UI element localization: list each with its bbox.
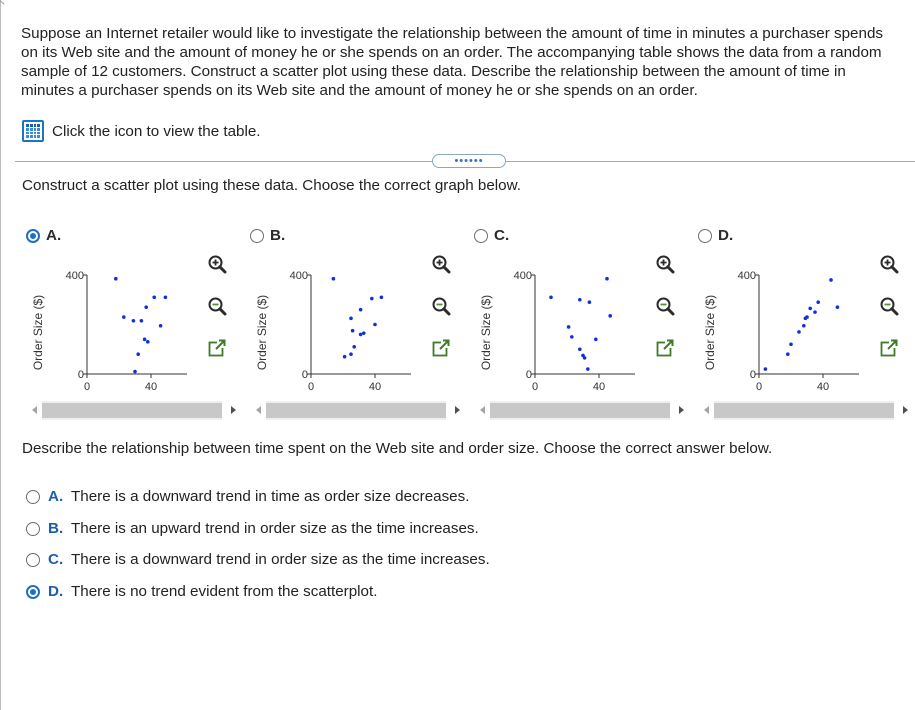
y-tick-label: 0 [301,369,308,381]
data-point [351,329,355,333]
data-point [380,295,384,299]
data-point [373,323,377,327]
data-point [586,367,590,371]
x-tick-label: 0 [307,381,315,393]
zoom-in-icon[interactable] [654,253,676,275]
answer-radio-d[interactable] [26,585,40,599]
answer-option-b[interactable] [26,520,479,537]
question-text: Suppose an Internet retailer would like to investigate the relationship between the amount of time in minutes a purchaser spends on its Web site and the amount of money he or she spends on an order. The accompanying table shows the data from a random sample of 12 customers. Construct a scatter plot using these data. Describe the relationship between the amount of time in minutes a purchaser spends on its Web site and the amount of money he or she spends on an order. [21,25,883,99]
scroll-thumb-c[interactable] [490,403,670,418]
answer-radio-c[interactable] [26,553,40,567]
popout-icon[interactable] [878,337,900,359]
answer-a-text[interactable]: There is a downward trend in time as order size decreases. [71,488,470,505]
y-tick-label: 400 [289,270,308,282]
x-tick-label: 40 [144,381,158,393]
x-tick-label: 40 [816,381,830,393]
answer-c-text[interactable]: There is a downward trend in order size as the time increases. [71,551,490,568]
y-axis-label: Order Size ($) [255,294,269,371]
part1-prompt: Construct a scatter plot using these data. Choose the correct graph below. [22,177,521,194]
data-point [594,338,598,342]
scatter-svg-a [25,250,249,420]
data-point [343,355,347,359]
left-frame-rule [0,0,1,710]
data-point [808,307,812,311]
x-tick-label: 0 [755,381,763,393]
y-axis-label: Order Size ($) [31,294,45,371]
y-axis-label: Order Size ($) [703,294,717,371]
data-point [786,352,790,356]
data-point [114,277,118,281]
x-tick-label: 40 [592,381,606,393]
x-tick-label: 0 [83,381,91,393]
data-point [588,300,592,304]
answer-c-letter: C. [48,551,64,568]
radio-d[interactable] [698,229,712,243]
data-point [816,300,820,304]
data-point [797,330,801,334]
data-point [829,278,833,282]
graph-option-a[interactable] [26,227,61,244]
expand-more-button[interactable]: •••••• [432,154,506,168]
answer-option-c[interactable] [26,551,490,568]
popout-icon[interactable] [654,337,676,359]
y-tick-label: 0 [749,369,756,381]
scatter-svg-b [249,250,473,420]
table-icon[interactable] [22,120,44,142]
scroll-left-arrow-b[interactable] [256,406,261,414]
data-point [567,325,571,329]
scatter-graph-d [697,250,915,420]
data-point [359,333,363,337]
scatter-svg-c [473,250,697,420]
answer-d-letter: D. [48,583,64,600]
scroll-thumb-d[interactable] [714,403,894,418]
scroll-right-arrow-b[interactable] [455,406,460,414]
option-d-letter: D. [718,227,734,244]
zoom-out-icon[interactable] [878,295,900,317]
radio-a[interactable] [26,229,40,243]
scroll-left-arrow-d[interactable] [704,406,709,414]
popout-icon[interactable] [206,337,228,359]
data-point [136,352,140,356]
zoom-out-icon[interactable] [430,295,452,317]
y-tick-label: 400 [65,270,84,282]
data-point [802,324,806,328]
data-point [122,315,126,319]
y-tick-label: 400 [513,270,532,282]
data-point [352,345,356,349]
zoom-out-icon[interactable] [206,295,228,317]
scroll-right-arrow-d[interactable] [903,406,908,414]
graph-option-b[interactable] [250,227,285,244]
scroll-left-arrow-a[interactable] [32,406,37,414]
answer-b-letter: B. [48,520,64,537]
radio-b[interactable] [250,229,264,243]
data-point [349,352,353,356]
data-point [362,331,366,335]
zoom-in-icon[interactable] [430,253,452,275]
data-point [570,335,574,339]
graph-option-c[interactable] [474,227,509,244]
option-c-letter: C. [494,227,510,244]
data-point [789,343,793,347]
x-tick-label: 40 [368,381,382,393]
answer-b-text[interactable]: There is an upward trend in order size as the time increases. [71,520,479,537]
answer-d-text[interactable]: There is no trend evident from the scatterplot. [71,583,378,600]
answer-radio-a[interactable] [26,490,40,504]
scroll-right-arrow-a[interactable] [231,406,236,414]
data-point [370,297,374,301]
data-point [836,305,840,309]
scroll-right-arrow-c[interactable] [679,406,684,414]
data-point [549,295,553,299]
data-point [578,347,582,351]
y-axis-label: Order Size ($) [479,294,493,371]
graph-option-d[interactable] [698,227,733,244]
zoom-out-icon[interactable] [654,295,676,317]
x-tick-label: 0 [531,381,539,393]
data-point [159,324,163,328]
data-point [144,305,148,309]
y-tick-label: 400 [737,270,756,282]
y-tick-label: 0 [77,369,84,381]
scroll-thumb-b[interactable] [266,403,446,418]
view-table-link[interactable] [22,120,261,142]
data-point [132,319,136,323]
graph-scroll-row [0,401,915,420]
option-b-letter: B. [270,227,286,244]
scrollbar-b[interactable] [266,401,446,420]
answer-radio-b[interactable] [26,522,40,536]
scatter-graph-b [249,250,473,420]
data-point [583,356,587,360]
data-point [605,277,609,281]
answer-option-d[interactable] [26,583,377,600]
y-tick-label: 0 [525,369,532,381]
data-point [349,317,353,321]
data-point [140,319,144,323]
answer-option-a[interactable] [26,488,469,505]
data-point [813,310,817,314]
data-point [143,338,147,342]
scatter-graph-a [25,250,249,420]
data-point [332,277,336,281]
data-point [146,340,150,344]
scroll-thumb-a[interactable] [42,403,222,418]
scroll-left-arrow-c[interactable] [480,406,485,414]
scrollbar-d[interactable] [714,401,894,420]
zoom-in-icon[interactable] [878,253,900,275]
data-point [359,308,363,312]
scatter-graph-c [473,250,697,420]
data-point [578,298,582,302]
data-point [764,367,768,371]
radio-c[interactable] [474,229,488,243]
data-point [152,295,156,299]
answer-a-letter: A. [48,488,64,505]
scatter-svg-d [697,250,915,420]
view-table-text[interactable]: Click the icon to view the table. [52,122,261,140]
scrollbar-c[interactable] [490,401,670,420]
scrollbar-a[interactable] [42,401,222,420]
data-point [608,314,612,318]
part2-prompt: Describe the relationship between time spent on the Web site and order size. Choose the correct answer below. [22,440,773,457]
option-a-letter: A. [46,227,62,244]
popout-icon[interactable] [430,337,452,359]
data-point [164,295,168,299]
data-point [805,315,809,319]
zoom-in-icon[interactable] [206,253,228,275]
data-point [133,370,137,374]
